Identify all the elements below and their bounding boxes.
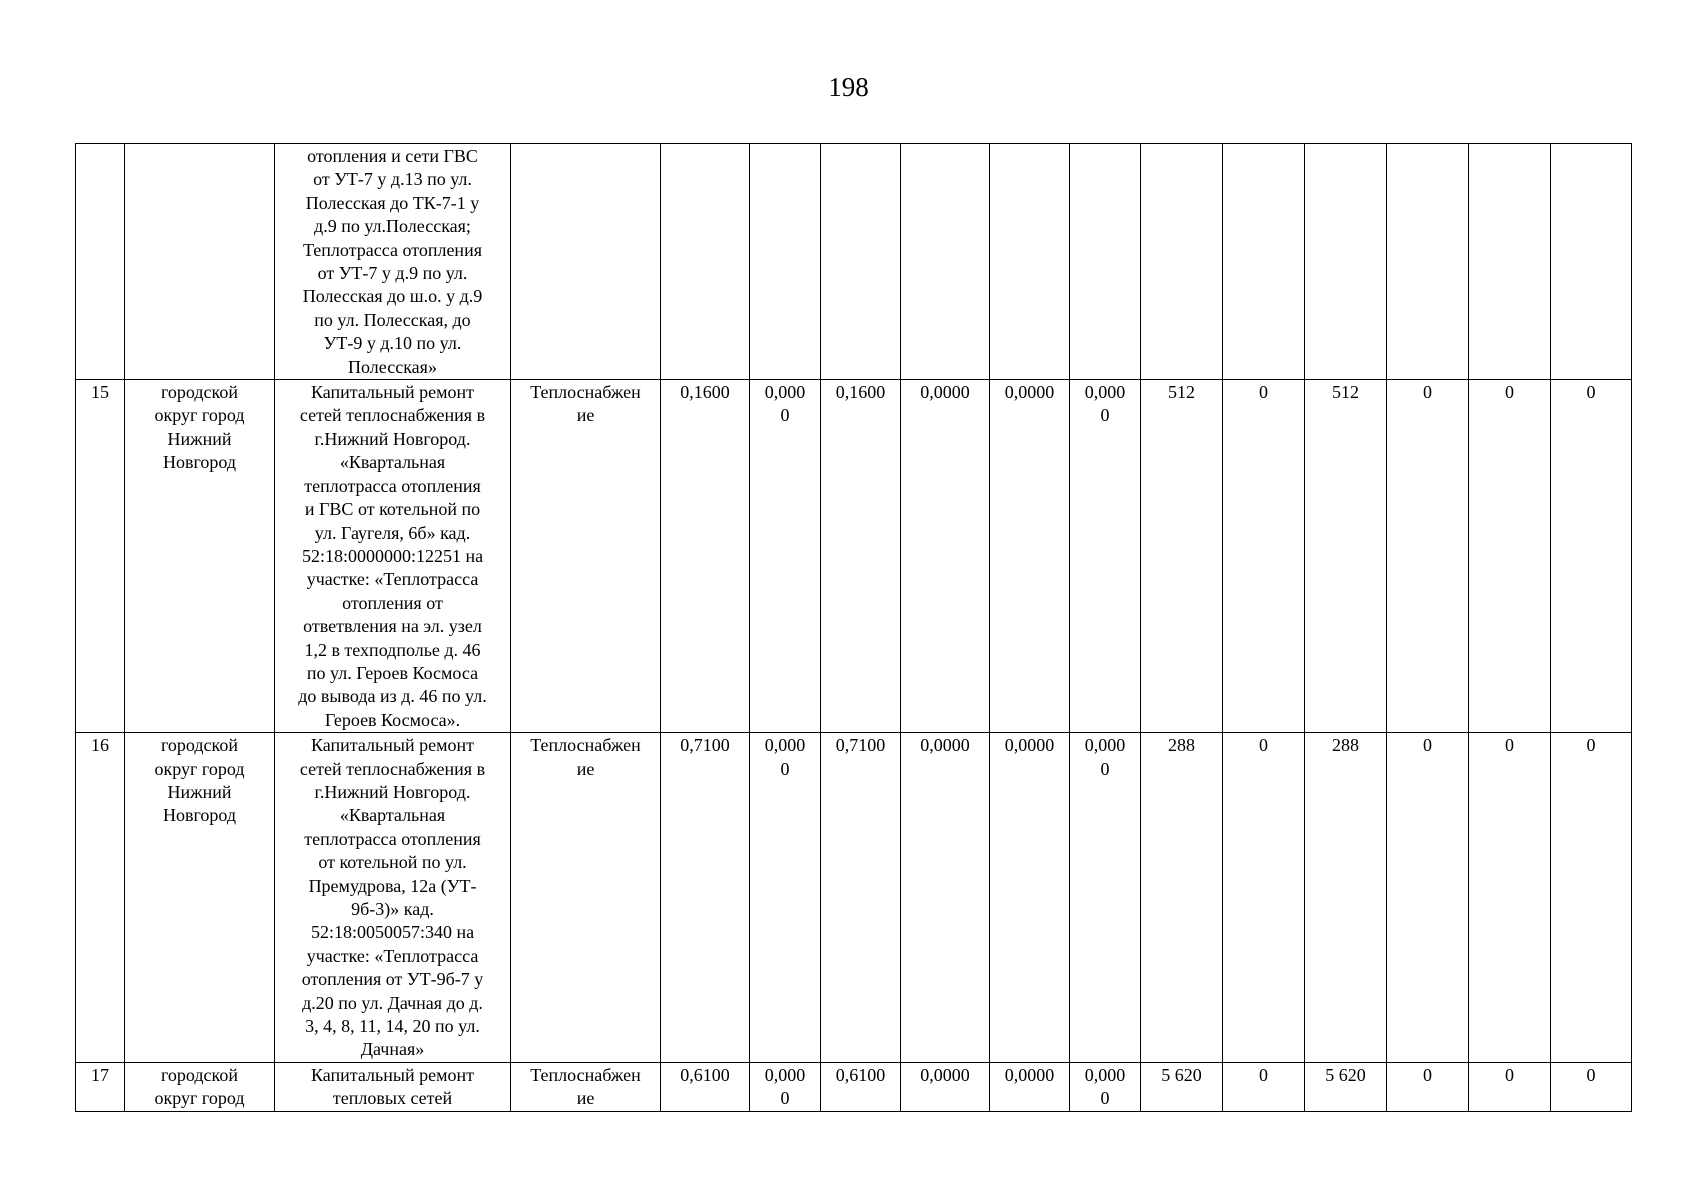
cell-value-7: 512	[1141, 380, 1223, 733]
table-row-16	[76, 733, 1632, 1063]
cell-value-10: 0	[1387, 1062, 1469, 1111]
cell-value-3: 0,1600	[821, 380, 901, 733]
cell-value-3: 0,6100	[821, 1062, 901, 1111]
cell-value-11: 0	[1469, 380, 1551, 733]
cell-municipality	[125, 144, 275, 380]
cell-value-4: 0,0000	[901, 733, 990, 1063]
cell-value-1: 0,6100	[661, 1062, 750, 1111]
cell-value-6: 0,000 0	[1070, 733, 1141, 1063]
cell-value-9	[1305, 144, 1387, 380]
cell-value-5: 0,0000	[990, 733, 1070, 1063]
cell-value-8: 0	[1223, 1062, 1305, 1111]
cell-sector: Теплоснабжен ие	[511, 733, 661, 1063]
cell-value-4: 0,0000	[901, 380, 990, 733]
cell-number: 15	[76, 380, 125, 733]
table-row-continuation	[76, 144, 1632, 380]
cell-value-2: 0,000 0	[750, 733, 821, 1063]
cell-value-10: 0	[1387, 733, 1469, 1063]
cell-value-4	[901, 144, 990, 380]
cell-value-2: 0,000 0	[750, 1062, 821, 1111]
cell-value-1: 0,1600	[661, 380, 750, 733]
cell-municipality: городской округ город Нижний Новгород	[125, 733, 275, 1063]
cell-value-7: 288	[1141, 733, 1223, 1063]
cell-value-3: 0,7100	[821, 733, 901, 1063]
cell-value-9: 288	[1305, 733, 1387, 1063]
cell-value-2: 0,000 0	[750, 380, 821, 733]
cell-value-11: 0	[1469, 1062, 1551, 1111]
table-row-17	[76, 1062, 1632, 1111]
cell-municipality: городской округ город Нижний Новгород	[125, 380, 275, 733]
cell-sector: Теплоснабжен ие	[511, 380, 661, 733]
cell-description: отопления и сети ГВС от УТ-7 у д.13 по ул. Полесская до ТК-7-1 у д.9 по ул.Полесская; Теплотрасса отопления от УТ-7 у д.9 по ул. Полесская до ш.о. у д.9 по ул. Полесская, до УТ-9 у д.10 по ул. Полесская»	[275, 144, 511, 380]
cell-value-12: 0	[1551, 380, 1632, 733]
cell-value-8: 0	[1223, 733, 1305, 1063]
cell-value-2	[750, 144, 821, 380]
cell-sector	[511, 144, 661, 380]
cell-description: Капитальный ремонт сетей теплоснабжения в г.Нижний Новгород. «Квартальная теплотрасса отопления от котельной по ул. Премудрова, 12а (УТ- 9б-3)» кад. 52:18:0050057:340 на участке: «Теплотрасса отопления от УТ-9б-7 у д.20 по ул. Дачная до д. 3, 4, 8, 11, 14, 20 по ул. Дачная»	[275, 733, 511, 1063]
cell-value-5: 0,0000	[990, 380, 1070, 733]
table-row-15	[76, 380, 1632, 733]
cell-value-10	[1387, 144, 1469, 380]
cell-value-6: 0,000 0	[1070, 380, 1141, 733]
cell-value-8: 0	[1223, 380, 1305, 733]
cell-value-1: 0,7100	[661, 733, 750, 1063]
cell-number	[76, 144, 125, 380]
cell-value-5: 0,0000	[990, 1062, 1070, 1111]
cell-value-12	[1551, 144, 1632, 380]
cell-number: 17	[76, 1062, 125, 1111]
cell-value-9: 512	[1305, 380, 1387, 733]
cell-municipality: городской округ город	[125, 1062, 275, 1111]
cell-value-9: 5 620	[1305, 1062, 1387, 1111]
cell-value-4: 0,0000	[901, 1062, 990, 1111]
cell-value-12: 0	[1551, 733, 1632, 1063]
cell-value-1	[661, 144, 750, 380]
cell-value-7: 5 620	[1141, 1062, 1223, 1111]
cell-value-8	[1223, 144, 1305, 380]
cell-value-3	[821, 144, 901, 380]
cell-description: Капитальный ремонт тепловых сетей	[275, 1062, 511, 1111]
cell-sector: Теплоснабжен ие	[511, 1062, 661, 1111]
page-number: 198	[828, 72, 869, 102]
cell-description: Капитальный ремонт сетей теплоснабжения в г.Нижний Новгород. «Квартальная теплотрасса отопления и ГВС от котельной по ул. Гаугеля, 6б» кад. 52:18:0000000:12251 на участке: «Теплотрасса отопления от ответвления на эл. узел 1,2 в техподполье д. 46 по ул. Героев Космоса до вывода из д. 46 по ул. Героев Космоса».	[275, 380, 511, 733]
cell-value-10: 0	[1387, 380, 1469, 733]
cell-value-12: 0	[1551, 1062, 1632, 1111]
program-table	[75, 143, 1632, 1112]
cell-value-11	[1469, 144, 1551, 380]
cell-number: 16	[76, 733, 125, 1063]
cell-value-5	[990, 144, 1070, 380]
cell-value-11: 0	[1469, 733, 1551, 1063]
cell-value-6	[1070, 144, 1141, 380]
cell-value-7	[1141, 144, 1223, 380]
cell-value-6: 0,000 0	[1070, 1062, 1141, 1111]
